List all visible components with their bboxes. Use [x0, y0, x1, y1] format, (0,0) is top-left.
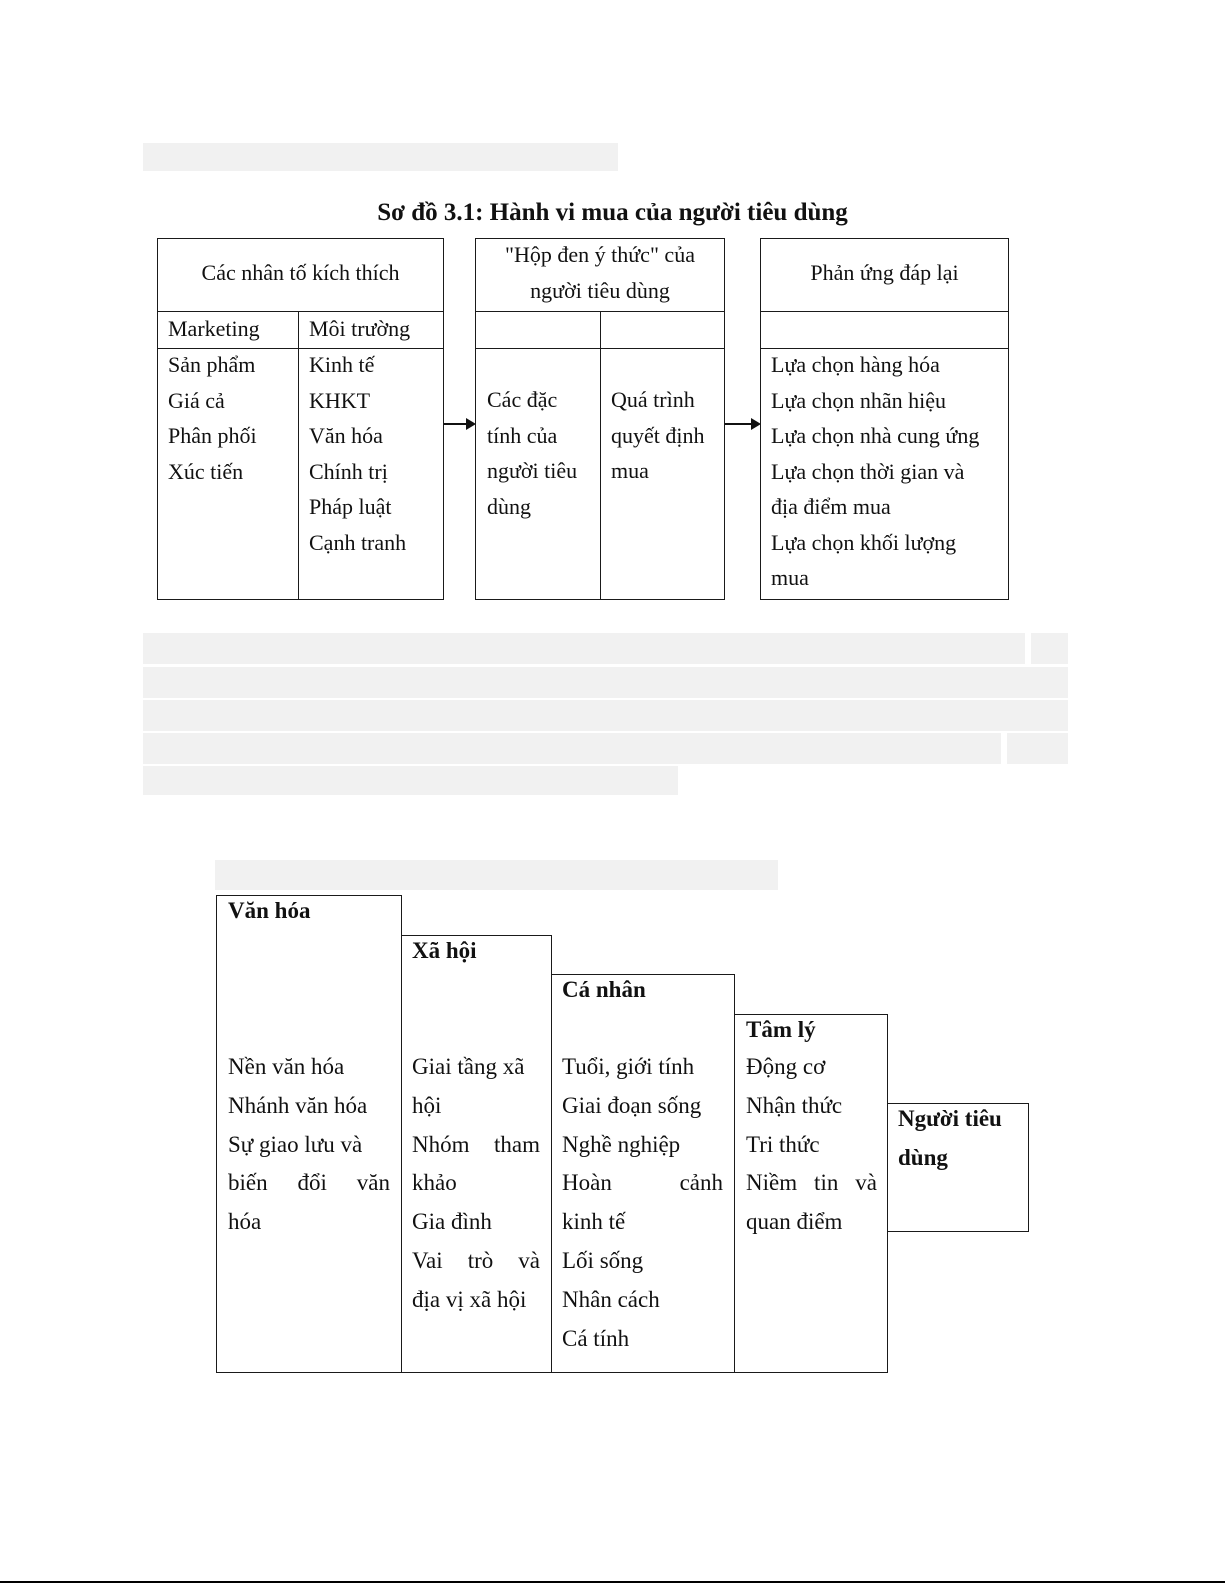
environment-item: KHKT [309, 387, 371, 413]
social-item: hội [412, 1092, 442, 1118]
culture-item: Nền văn hóa [228, 1054, 345, 1079]
social-item: khảo [412, 1170, 457, 1196]
consumer-title [898, 1100, 1002, 1178]
redacted-paragraph-line [143, 733, 1001, 764]
culture-item: hóa [228, 1209, 262, 1235]
process-line: quyết định [611, 422, 705, 448]
redacted-paragraph-line [143, 766, 678, 795]
psychological-item: quan điểm [746, 1209, 843, 1235]
culture-items [228, 1048, 390, 1242]
personal-item: Nghề nghiệp [562, 1131, 681, 1157]
response-item: Lựa chọn nhà cung ứng [771, 423, 980, 448]
personal-item: Hoàn cảnh [562, 1170, 723, 1196]
response-item: Lựa chọn khối lượng [771, 529, 957, 555]
process-line: Quá trình [611, 387, 695, 412]
personal-item: Cá tính [562, 1325, 630, 1351]
stimuli-column-divider [298, 311, 299, 600]
response-header-divider [760, 311, 1009, 312]
marketing-header: Marketing [168, 316, 260, 341]
response-item: địa điểm mua [771, 494, 891, 519]
diagram-title: Sơ đồ 3.1: Hành vi mua của người tiêu dùng [377, 199, 848, 226]
environment-item: Pháp luật [309, 494, 392, 519]
personal-item: Tuổi, giới tính [562, 1054, 695, 1079]
redacted-paragraph-line [1007, 733, 1068, 764]
psychological-title: Tâm lý [746, 1017, 816, 1042]
page-bottom-border [0, 1581, 1225, 1583]
marketing-item: Sản phẩm [168, 352, 256, 377]
personal-item: kinh tế [562, 1209, 626, 1235]
black-box-header [475, 237, 725, 308]
social-item: Gia đình [412, 1209, 492, 1235]
redacted-paragraph-line [143, 700, 1068, 731]
marketing-items [168, 347, 257, 489]
redacted-paragraph-line [1031, 633, 1068, 664]
psychological-item: Nhận thức [746, 1092, 843, 1118]
culture-item: Nhánh văn hóa [228, 1092, 368, 1118]
psychological-items [746, 1048, 877, 1242]
stimuli-header: Các nhân tố kích thích [201, 260, 400, 285]
redacted-paragraph-line [143, 633, 1025, 664]
response-header: Phản ứng đáp lại [810, 260, 959, 285]
response-item: Lựa chọn hàng hóa [771, 352, 940, 377]
black-box-column-divider [600, 311, 601, 600]
characteristics-line: tính của [487, 422, 558, 448]
redacted-heading [143, 143, 618, 171]
personal-item: Nhân cách [562, 1286, 660, 1312]
social-item: Vai trò và [412, 1247, 540, 1273]
characteristics-line: người tiêu [487, 458, 578, 483]
culture-title: Văn hóa [228, 898, 311, 923]
environment-item: Văn hóa [309, 423, 383, 448]
response-item: Lựa chọn thời gian và [771, 458, 965, 484]
psychological-item: Tri thức [746, 1131, 820, 1157]
social-item: địa vị xã hội [412, 1286, 527, 1312]
psychological-item: Niềm tin và [746, 1170, 877, 1196]
environment-item: Chính trị [309, 458, 388, 484]
environment-item: Kinh tế [309, 352, 375, 377]
personal-title: Cá nhân [562, 977, 646, 1002]
characteristics-line: dùng [487, 493, 531, 519]
personal-items [562, 1048, 723, 1358]
black-box-header-line: "Hộp đen ý thức" của [505, 242, 695, 267]
social-item: Giai tầng xã [412, 1054, 525, 1079]
consumer-title-line: Người tiêu [898, 1106, 1002, 1131]
social-title: Xã hội [412, 938, 477, 963]
redacted-heading [215, 860, 778, 890]
personal-item: Lối sống [562, 1247, 644, 1273]
marketing-item: Xúc tiến [168, 458, 244, 484]
environment-item: Cạnh tranh [309, 529, 407, 555]
consumer-characteristics [487, 382, 577, 524]
social-item: Nhóm tham [412, 1131, 540, 1157]
culture-item: biến đổi văn [228, 1170, 390, 1196]
consumer-title-line: dùng [898, 1144, 948, 1170]
arrow-right-icon [444, 423, 474, 425]
arrow-right-icon [725, 423, 759, 425]
personal-item: Giai đoạn sống [562, 1092, 702, 1118]
marketing-item: Giá cả [168, 387, 225, 413]
culture-item: Sự giao lưu và [228, 1131, 363, 1157]
social-items [412, 1048, 540, 1320]
response-item: mua [771, 565, 809, 590]
response-items [771, 347, 979, 596]
response-item: Lựa chọn nhãn hiệu [771, 387, 947, 413]
redacted-paragraph-line [143, 667, 1068, 698]
marketing-item: Phân phối [168, 423, 257, 448]
decision-process [611, 382, 705, 489]
environment-header: Môi trường [309, 316, 411, 341]
psychological-item: Động cơ [746, 1054, 826, 1079]
environment-items [309, 347, 406, 560]
process-line: mua [611, 458, 649, 483]
characteristics-line: Các đặc [487, 387, 558, 412]
black-box-header-line: người tiêu dùng [530, 277, 670, 303]
